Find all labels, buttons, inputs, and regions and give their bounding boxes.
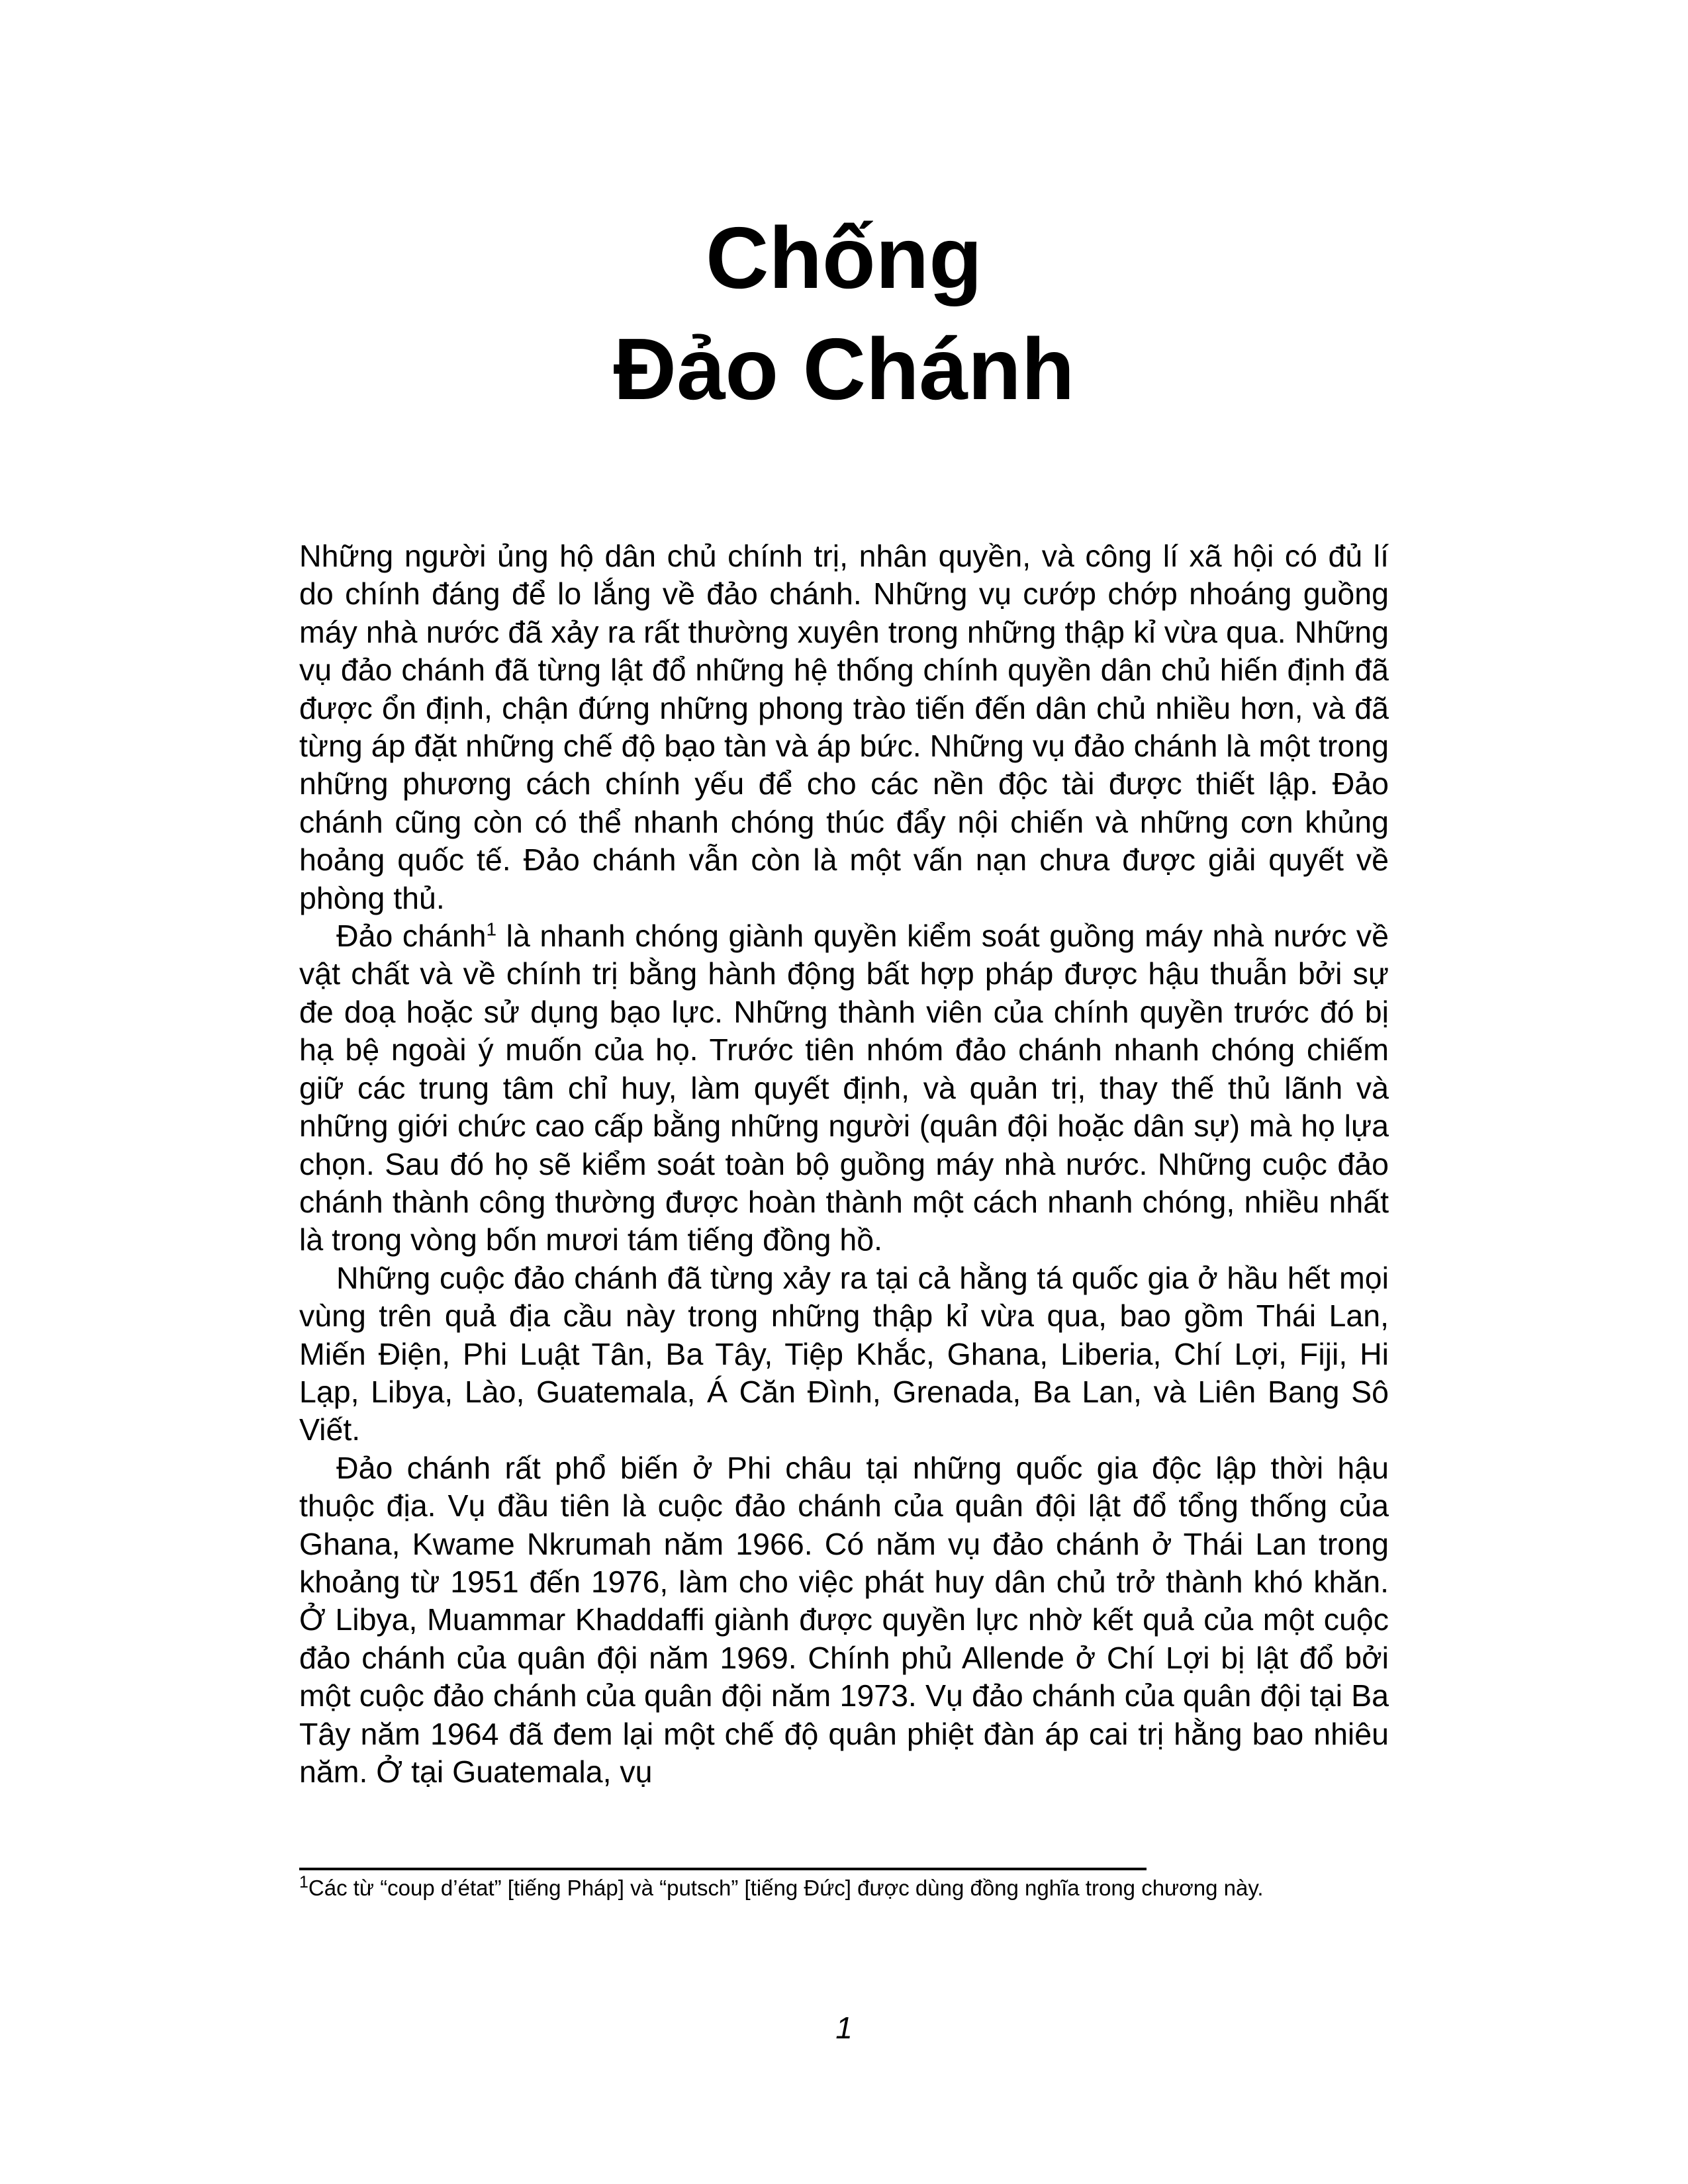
title-line-2: Đảo Chánh — [613, 320, 1075, 418]
paragraph-3: Những cuộc đảo chánh đã từng xảy ra tại cả hằng tá quốc gia ở hầu hết mọi vùng trên quả địa cầu này trong những thập kỉ vừa qua, bao gồm Thái Lan, Miến Điện, Phi Luật Tân, Ba Tây, Tiệp Khắc, Ghana, Liberia, Chí Lợi, Fiji, Hi Lạp, Libya, Lào, Guatemala, Á Căn Đình, Grenada, Ba Lan, và Liên Bang Sô Viết. — [299, 1260, 1389, 1447]
paragraph-1: Những người ủng hộ dân chủ chính trị, nhân quyền, và công lí xã hội có đủ lí do chính đáng để lo lắng về đảo chánh. Những vụ cướp chớp nhoáng guồng máy nhà nước đã xảy ra rất thường xuyên trong những thập kỉ vừa qua. Những vụ đảo chánh đã từng lật đổ những hệ thống chính quyền dân chủ hiến định đã được ổn định, chận đứng những phong trào tiến đến dân chủ nhiều hơn, và đã từng áp đặt những chế độ bạo tàn và áp bức. Những vụ đảo chánh là một trong những phương cách chính yếu để cho các nền độc tài được thiết lập. Đảo chánh cũng còn có thể nhanh chóng thúc đẩy nội chiến và những cơn khủng hoảng quốc tế. Đảo chánh vẫn còn là một vấn nạn chưa được giải quyết về phòng thủ. — [299, 539, 1389, 915]
paragraph-2-rest: là nhanh chóng giành quyền kiểm soát guồng máy nhà nước về vật chất và về chính trị bằng hành động bất hợp pháp được hậu thuẫn bởi sự đe doạ hoặc sử dụng bạo lực. Những thành viên của chính quyền trước đó bị hạ bệ ngoài ý muốn của họ. Trước tiên nhóm đảo chánh nhanh chóng chiếm giữ các trung tâm chỉ huy, làm quyết định, và quản trị, thay thế thủ lãnh và những giới chức cao cấp bằng những người (quân đội hoặc dân sự) mà họ lựa chọn. Sau đó họ sẽ kiểm soát toàn bộ guồng máy nhà nước. Những cuộc đảo chánh thành công thường được hoàn thành một cách nhanh chóng, nhiều nhất là trong vòng bốn mươi tám tiếng đồng hồ. — [299, 919, 1389, 1257]
footnote-number: 1 — [299, 1873, 308, 1891]
body-text — [299, 537, 1389, 1791]
paragraph-4: Đảo chánh rất phổ biến ở Phi châu tại những quốc gia độc lập thời hậu thuộc địa. Vụ đầu tiên là cuộc đảo chánh của quân đội lật đổ tổng thống của Ghana, Kwame Nkrumah năm 1966. Có năm vụ đảo chánh ở Thái Lan trong khoảng từ 1951 đến 1976, làm cho việc phát huy dân chủ trở thành khó khăn. Ở Libya, Muammar Khaddaffi giành được quyền lực nhờ kết quả của một cuộc đảo chánh của quân đội năm 1969. Chính phủ Allende ở Chí Lợi bị lật đổ bởi một cuộc đảo chánh của quân đội năm 1973. Vụ đảo chánh của quân đội tại Ba Tây năm 1964 đã đem lại một chế độ quân phiệt đàn áp cai trị hằng bao nhiêu năm. Ở tại Guatemala, vụ — [299, 1450, 1389, 1789]
footnote-text: Các từ “coup d’état” [tiếng Pháp] và “putsch” [tiếng Đức] được dùng đồng nghĩa trong chương này. — [308, 1876, 1264, 1900]
title-line-1: Chống — [706, 209, 982, 306]
footnote — [299, 1873, 1389, 1903]
paragraph-2 — [299, 917, 1389, 1259]
footnote-marker: 1 — [486, 919, 497, 940]
page-number: 1 — [835, 2011, 853, 2045]
footnote-divider — [299, 1868, 1147, 1870]
paragraph-2-start: Đảo chánh — [336, 919, 487, 954]
